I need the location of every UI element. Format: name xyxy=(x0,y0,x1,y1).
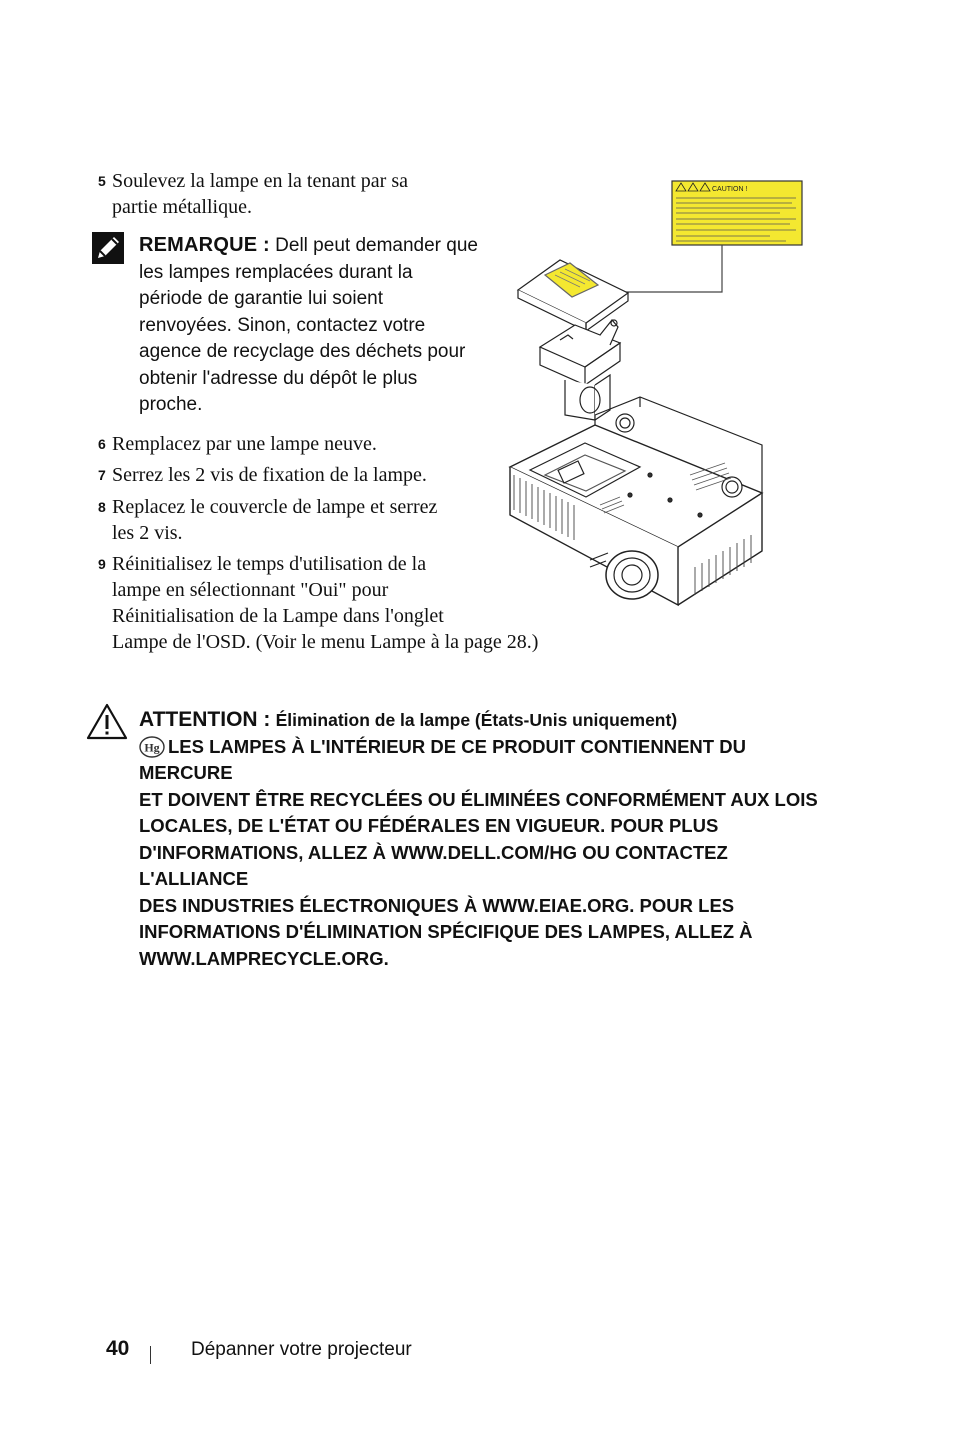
note-line: les lampes remplacées durant la xyxy=(139,261,413,283)
lamp-replacement-illustration xyxy=(500,175,810,620)
step-text: les 2 vis. xyxy=(112,522,183,544)
warning-label: ATTENTION : xyxy=(139,708,271,731)
step-text: Réinitialisation de la Lampe dans l'onglet xyxy=(112,605,444,627)
step-number: 9 xyxy=(98,556,106,572)
warning-line: LOCALES, DE L'ÉTAT OU FÉDÉRALES EN VIGUEUR. POUR PLUS xyxy=(139,815,719,836)
note-line: période de garantie lui soient xyxy=(139,288,384,309)
warning-line: DES INDUSTRIES ÉLECTRONIQUES À WWW.EIAE.ORG. POUR LES xyxy=(139,894,735,916)
warning-line: INFORMATIONS D'ÉLIMINATION SPÉCIFIQUE DES LAMPES, ALLEZ À xyxy=(139,921,753,942)
note-block xyxy=(139,232,484,419)
step-text: Soulevez la lampe en la tenant par sa xyxy=(112,170,408,192)
caution-label-text: CAUTION ! xyxy=(712,186,748,193)
step-number: 7 xyxy=(98,467,106,483)
warning-subtitle: Élimination de la lampe (États-Unis uniquement) xyxy=(275,710,678,730)
note-label: REMARQUE : xyxy=(139,234,270,256)
note-line: proche. xyxy=(139,394,203,415)
warning-line: LES LAMPES À L'INTÉRIEUR DE CE PRODUIT CONTIENNENT DU MERCURE xyxy=(139,735,746,783)
note-line: Dell peut demander que xyxy=(275,235,478,256)
step-text: Lampe de l'OSD. (Voir le menu Lampe à la page 28.) xyxy=(112,631,539,653)
step-text: Remplacez par une lampe neuve. xyxy=(112,433,377,455)
hg-symbol: Hg xyxy=(144,740,160,754)
note-line: agence de recyclage des déchets pour xyxy=(139,341,466,362)
warning-line: D'INFORMATIONS, ALLEZ À WWW.DELL.COM/HG OU CONTACTEZ L'ALLIANCE xyxy=(139,841,728,889)
step-text: Replacez le couvercle de lampe et serrez xyxy=(112,496,438,518)
warning-triangle-icon xyxy=(86,703,128,741)
warning-line: WWW.LAMPRECYCLE.ORG. xyxy=(139,947,389,969)
warning-line: ET DOIVENT ÊTRE RECYCLÉES OU ÉLIMINÉES CONFORMÉMENT AUX LOIS xyxy=(139,788,818,810)
step-number: 5 xyxy=(98,173,106,189)
pencil-note-icon xyxy=(92,232,124,264)
footer-divider xyxy=(150,1346,151,1364)
step-text: Réinitialisez le temps d'utilisation de la xyxy=(112,553,427,575)
step-number: 8 xyxy=(98,499,106,515)
page-number: 40 xyxy=(106,1337,130,1360)
note-line: renvoyées. Sinon, contactez votre xyxy=(139,314,426,336)
step-text: lampe en sélectionnant "Oui" pour xyxy=(112,579,389,601)
step-text: Serrez les 2 vis de fixation de la lampe. xyxy=(112,464,427,486)
step-number: 6 xyxy=(98,436,106,452)
warning-block xyxy=(139,707,839,972)
note-line: obtenir l'adresse du dépôt le plus xyxy=(139,367,418,389)
mercury-hg-icon xyxy=(139,736,165,758)
step-text: partie métallique. xyxy=(112,196,252,218)
footer-section-title: Dépanner votre projecteur xyxy=(191,1339,412,1360)
